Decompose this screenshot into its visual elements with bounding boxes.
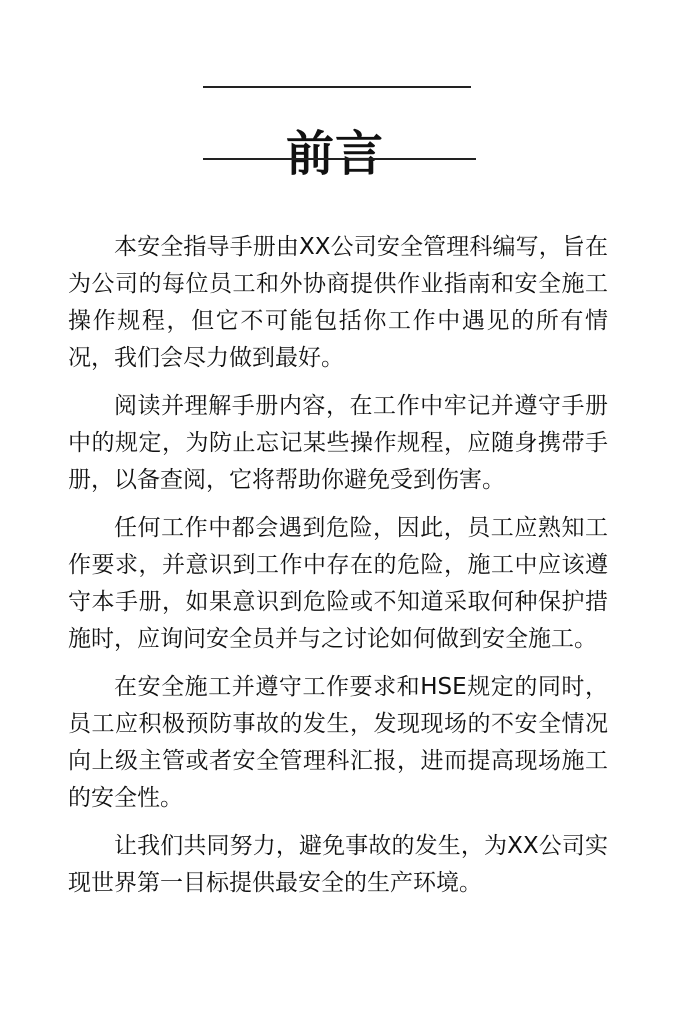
paragraph-3: 任何工作中都会遇到危险，因此，员工应熟知工作要求，并意识到工作中存在的危险，施工中应该遵守本手册，如果意识到危险或不知道采取何种保护措施时，应询问安全员并与之讨论如何做到安全施工。	[68, 515, 608, 652]
title-rule-bottom	[203, 158, 476, 160]
paragraph-4: 在安全施工并遵守工作要求和HSE规定的同时，员工应积极预防事故的发生，发现现场的不安全情况向上级主管或者安全管理科汇报，进而提高现场施工的安全性。	[68, 674, 608, 811]
paragraph-5: 让我们共同努力，避免事故的发生，为XX公司实现世界第一目标提供最安全的生产环境。	[68, 833, 608, 896]
paragraph-1: 本安全指导手册由XX公司安全管理科编写，旨在为公司的每位员工和外协商提供作业指南和安全施工操作规程，但它不可能包括你工作中遇见的所有情况，我们会尽力做到最好。	[68, 234, 608, 371]
paragraph-2: 阅读并理解手册内容，在工作中牢记并遵守手册中的规定，为防止忘记某些操作规程，应随身携带手册，以备查阅，它将帮助你避免受到伤害。	[68, 393, 608, 493]
preface-body	[68, 229, 608, 913]
page-title: 前言	[285, 126, 384, 183]
title-block	[0, 0, 700, 183]
title-rule-top	[203, 86, 471, 88]
